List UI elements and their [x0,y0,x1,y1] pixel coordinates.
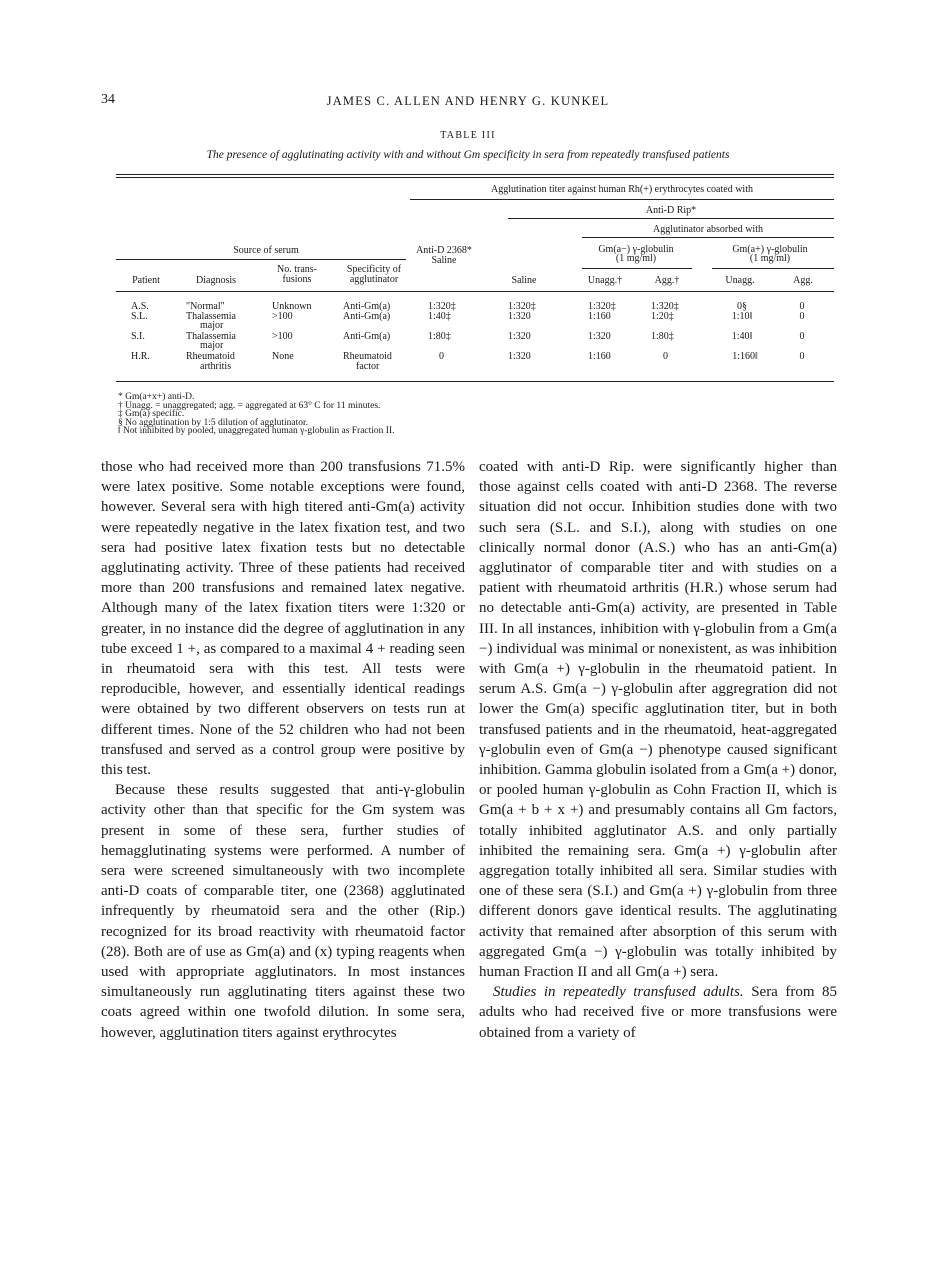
table-cell-diagnosis: Thalassemia [186,331,236,342]
header-anti-d-2368: Anti-D 2368* [416,245,472,256]
table-cell-gmneg-agg: 1:20‡ [651,311,674,322]
table-cell-saline-rip: 1:320 [508,351,531,362]
table-cell-saline-rip: 1:320 [508,331,531,342]
table-top-rule-2 [116,177,834,178]
table-cell-gmneg-unagg: 1:160 [588,311,611,322]
table-cell-specificity: Anti-Gm(a) [343,311,391,322]
header-agg-neg: Agg.† [654,275,680,286]
table-cell-transfusions: Unknown [272,301,312,312]
footnote-item: * Gm(a+x+) anti-D. [118,392,195,402]
table-bottom-rule [116,381,834,382]
table-cell-gmpos-unagg: 0§ [737,301,747,312]
table-cell-gmneg-agg: 1:320‡ [651,301,679,312]
absorbed-with-rule [582,237,834,238]
table-cell-gmpos-agg: 0 [799,301,805,312]
table-cell-diagnosis: "Normal" [186,301,225,312]
header-unagg-neg: Unagg.† [587,275,623,286]
table-cell-patient: S.I. [131,331,145,342]
header-absorbed-with: Agglutinator absorbed with [653,224,763,235]
table-cell-specificity: Anti-Gm(a) [343,301,391,312]
paragraph: Because these results suggested that anti-γ-globulin activity other than that specific for the Gm system was present in some of these sera, further studies of hemagglutinating systems were performed. A number of sera were screened simultaneously with two incomplete anti-D coats of comparable titer, one (2368) agglutinated infrequently by rheumatoid sera and the other (Rip.) recognized for its broad reactivity with rheumatoid factor (28). Both are of use as Gm(a) and (x) typing reagents when used with appropriate agglutinators. In most instances simultaneously run agglutinating titers against these two coats agreed within one twofold dilution. In some sera, however, agglutination titers against erythrocytes [101,782,465,1041]
left-column [101,457,465,1043]
table-cell-gmneg-agg: 1:80‡ [651,331,674,342]
source-of-serum-rule [116,259,406,260]
table-cell-gmpos-agg: 0 [799,311,805,322]
footnote-item: ‡ Gm(a) specific. [118,409,185,419]
table-cell-diagnosis: Rheumatoid [186,351,235,362]
table-cell-patient: S.L. [131,311,148,322]
header-specificity: Specificity of [346,264,402,275]
table-cell-gmpos-unagg: 1:40‖ [731,331,753,342]
header-transfusions: No. trans- [277,264,317,275]
header-patient: Patient [132,275,160,286]
footnote-item: ‖ Not inhibited by pooled, unaggregated human γ-globulin as Fraction II. [118,426,395,436]
table-cell-gmneg-unagg: 1:320 [588,331,611,342]
paragraph [479,982,837,1043]
header-agglutination-titer: Agglutination titer against human Rh(+) erythrocytes coated with [491,184,753,195]
table-cell-gmneg-agg: 0 [663,351,668,362]
footnote-item: § No agglutination by 1:5 dilution of agglutinator. [118,417,308,428]
paragraph-text: Sera from 85 adults who had received five or more transfusions were obtained from a variety of [479,984,838,1041]
anti-d-rip-rule [508,218,834,219]
table-cell-patient: A.S. [131,301,149,312]
table-cell-gmpos-unagg: 1:160‖ [732,351,758,362]
gm-neg-rule [582,268,692,269]
header-source-of-serum: Source of serum [233,245,299,256]
table-cell-specificity: Rheumatoid [343,351,392,362]
header-gm-pos: Gm(a+) γ-globulin [732,244,808,255]
table-caption: The presence of agglutinating activity with and without Gm specificity in sera from repeatedly transfused patients [206,149,730,161]
table-footnotes [118,393,395,436]
table-cell-gmpos-unagg: 1:10‖ [731,311,753,322]
right-column [479,457,837,1043]
table-cell-saline-rip: 1:320 [508,311,531,322]
header-gm-neg-conc: (1 mg/ml) [615,253,657,264]
table-cell-transfusions: None [272,351,294,362]
table-cell-gmpos-agg: 0 [799,351,805,362]
table-cell-transfusions: >100 [272,331,293,342]
table-cell-gmneg-unagg: 1:320‡ [588,301,616,312]
table-cell-saline-2368: 1:80‡ [428,331,451,342]
table-cell-saline-rip: 1:320‡ [508,301,536,312]
page-number: 34 [101,92,115,107]
table-cell-saline-2368: 1:40‡ [428,311,451,322]
header-gm-pos-conc: (1 mg/ml) [749,253,791,264]
gm-pos-rule [712,268,834,269]
table-cell-gmneg-unagg: 1:160 [588,351,611,362]
table-cell-diagnosis-2: arthritis [200,361,232,372]
column-header-rule [116,291,834,292]
footnote-item: † Unagg. = unaggregated; agg. = aggregated at 63° C for 11 minutes. [118,400,381,411]
table-cell-specificity: Anti-Gm(a) [343,331,391,342]
spanner-rule [410,199,834,200]
table-cell-transfusions: >100 [272,311,293,322]
paragraph: those who had received more than 200 transfusions 71.5% were latex positive. Some notable exceptions were found, however. Several sera with high titered anti-Gm(a) activity were repeatedly negative in the latex fixation test, and two sera had positive latex fixation tests but no detectable agglutinating activity. Three of these patients had received more than 200 transfusions and remained latex negative. Although many of the latex fixation titers were 1:320 or greater, in no instance did the degree of agglutination in any tube exceed 1 +, as compared to a maximal 4 + reading seen in rheumatoid sera with this test. All tests were reproducible, however, and essentially identical readings were obtained by two different observers on tests run at different times. None of the 52 children who had not been transfused and served as a control group were positive by this test. [101,459,465,779]
table-cell-specificity-2: factor [356,361,380,372]
paragraph: coated with anti-D Rip. were significantly higher than those against cells coated with anti-D 2368. The reverse situation did not occur. Inhibition studies done with two such sera (S.L. and S.I.), along with studies on one clinically normal donor (A.S.) who has an anti-Gm(a) agglutinator of comparable titer and with studies on a patient with rheumatoid arthritis (H.R.) whose serum had no detectable anti-Gm(a) activity, are presented in Table III. In all instances, inhibition with γ-globulin from a Gm(a −) individual was minimal or nonexistent, as was inhibition with Gm(a +) γ-globulin in the rheumatoid patient. In serum A.S. Gm(a −) γ-globulin after aggregration did not lower the Gm(a) specific agglutination titer, but in both transfused patients and in the rheumatoid, heat-aggregated γ-globulin even of Gm(a −) phenotype caused significant inhibition. Gamma globulin isolated from a Gm(a +) donor, or pooled human γ-globulin as Cohn Fraction II, which is Gm(a + b + x +) and presumably contains all Gm factors, totally inhibited agglutinator A.S. and only partially inhibited the remaining sera. Gm(a +) γ-globulin after aggregation totally inhibited all sera. Similar studies with one of these sera (S.I.) and Gm(a +) γ-globulin from three different donors gave identical results. The agglutinating activity that remained after absorption of this serum with aggregated Gm(a −) γ-globulin was totally inhibited by human Fraction II and all Gm(a +) sera. [479,459,837,981]
table-cell-gmpos-agg: 0 [799,331,805,342]
section-heading: Studies in repeatedly transfused adults. [493,984,744,1001]
header-anti-d-rip: Anti-D Rip* [645,205,697,216]
table-cell-diagnosis: Thalassemia [186,311,236,322]
header-specificity-2: agglutinator [349,274,399,285]
table-cell-patient: H.R. [131,351,150,362]
table-cell-diagnosis-2: major [200,320,224,331]
header-unagg-pos: Unagg. [725,275,755,286]
header-gm-neg: Gm(a−) γ-globulin [598,244,674,255]
table-top-rule [116,174,834,175]
header-saline-rip: Saline [511,275,537,286]
header-transfusions-2: fusions [282,274,312,285]
header-agg-pos: Agg. [793,275,813,286]
header-saline-2368: Saline [431,255,457,266]
header-diagnosis: Diagnosis [196,275,236,286]
table-cell-diagnosis-2: major [200,340,224,351]
table-cell-saline-2368: 0 [439,351,444,362]
running-head: JAMES C. ALLEN AND HENRY G. KUNKEL [326,94,610,108]
table-cell-saline-2368: 1:320‡ [428,301,456,312]
table-label: TABLE III [440,130,496,141]
